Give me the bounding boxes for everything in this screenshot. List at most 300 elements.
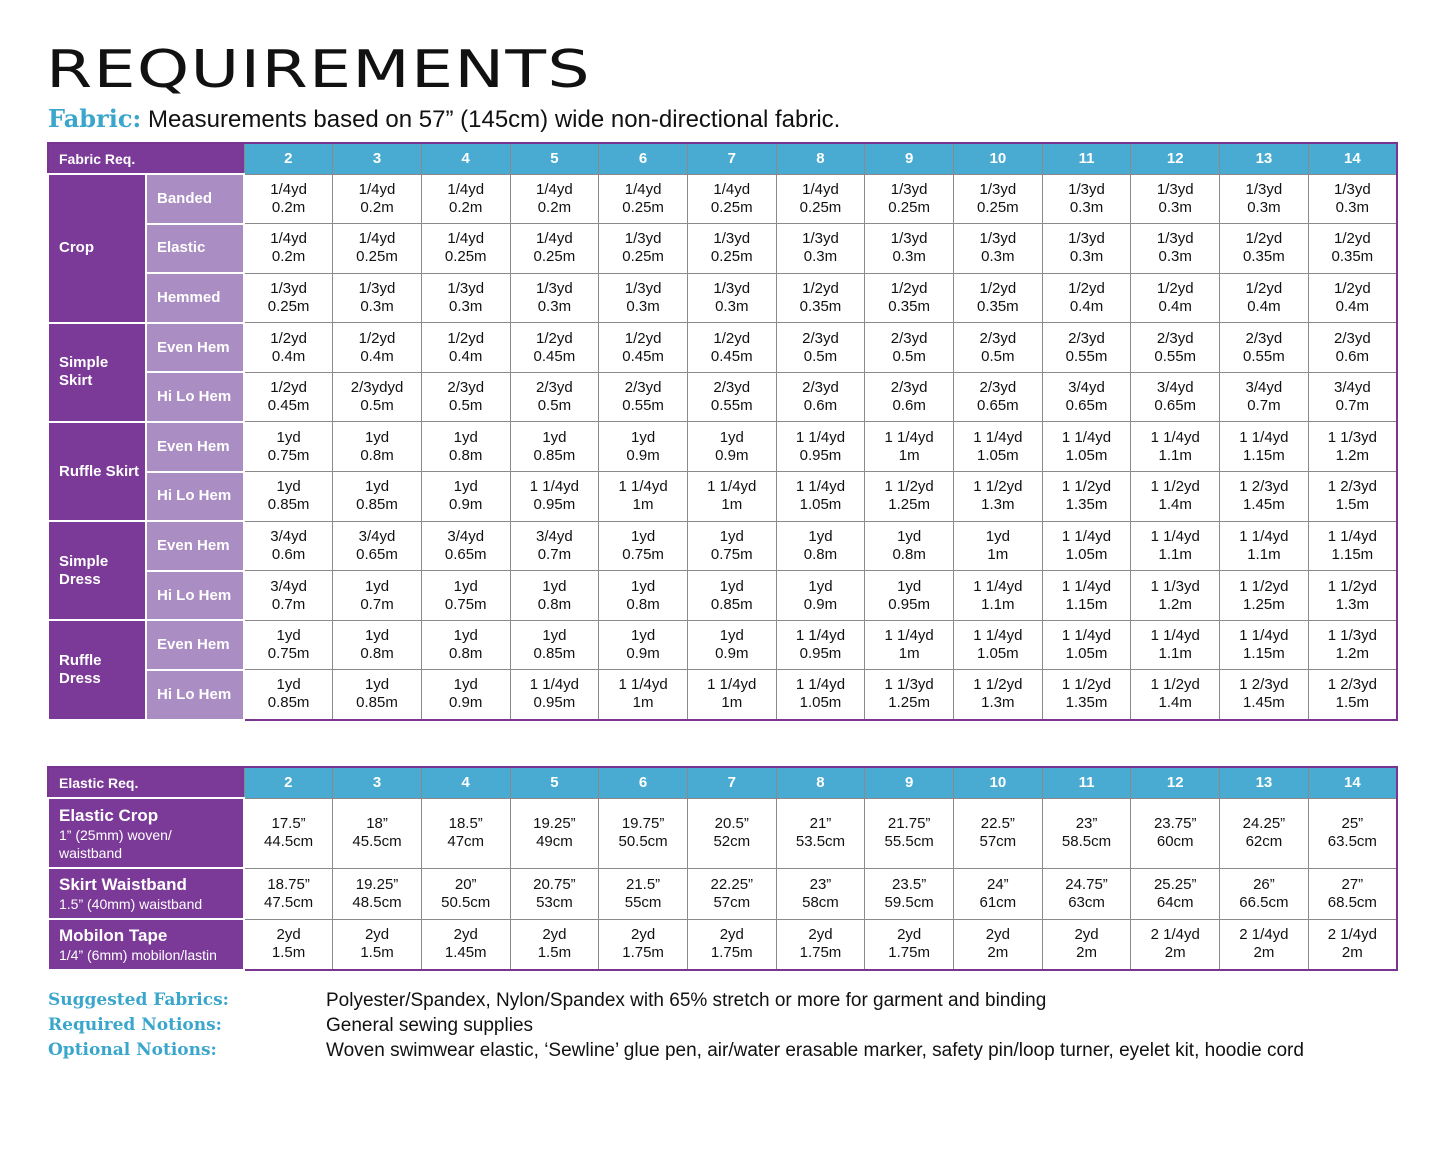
value-cell (776, 372, 865, 422)
value-imperial: 3/4yd (1333, 379, 1371, 397)
table-row (48, 868, 1397, 919)
value-metric: 0.85m (710, 595, 753, 613)
value-cell (599, 372, 688, 422)
value-cell (1308, 798, 1397, 868)
value-metric: 0.3m (715, 297, 749, 315)
value-imperial: 1/4yd (713, 180, 751, 198)
value-metric: 44.5cm (263, 833, 314, 850)
value-metric: 0.75m (622, 545, 664, 563)
elastic-description: 1.5” (40mm) waistband (59, 896, 203, 912)
value-imperial: 1 2/3yd (1327, 676, 1377, 694)
value-metric: 1m (632, 496, 654, 514)
value-cell (1042, 372, 1131, 422)
value-cell (865, 670, 954, 720)
value-imperial: 24.25” (1242, 815, 1286, 832)
value-imperial: 1/2yd (1333, 279, 1371, 297)
value-cell (1220, 521, 1309, 571)
size-header: 12 (1131, 767, 1220, 798)
value-metric: 0.65m (1065, 397, 1108, 415)
value-imperial: 2yd (808, 926, 833, 944)
value-imperial: 1 1/4yd (1061, 577, 1112, 595)
note-row (48, 1013, 1304, 1038)
value-cell (954, 174, 1043, 224)
value-cell (687, 372, 776, 422)
value-cell (1308, 174, 1397, 224)
value-imperial: 2/3yd (624, 379, 662, 397)
value-imperial: 1yd (453, 676, 478, 694)
value-cell (954, 372, 1043, 422)
value-metric: 0.55m (1154, 347, 1197, 365)
value-cell (687, 273, 776, 323)
value-metric: 0.5m (892, 347, 926, 365)
value-imperial: 1 1/4yd (1239, 428, 1289, 446)
value-metric: 0.25m (976, 198, 1019, 216)
value-cell (687, 620, 776, 670)
size-header: 9 (865, 143, 954, 174)
value-cell (1042, 670, 1131, 720)
value-cell (333, 472, 422, 522)
value-imperial: 1 1/4yd (1239, 627, 1289, 645)
value-metric: 1.75m (622, 944, 664, 962)
value-imperial: 1 1/4yd (795, 428, 846, 446)
value-metric: 1.05m (1065, 645, 1108, 663)
value-metric: 0.95m (533, 496, 576, 514)
size-header: 13 (1220, 767, 1309, 798)
value-imperial: 22.25” (710, 875, 754, 893)
value-metric: 1.2m (1335, 645, 1370, 663)
note-label: Required Notions: (48, 1015, 222, 1035)
value-cell (1042, 224, 1131, 274)
value-metric: 1m (632, 694, 654, 712)
value-imperial: 1 1/3yd (1327, 627, 1377, 645)
value-cell (1308, 472, 1397, 522)
value-metric: 1.1m (981, 595, 1015, 613)
value-cell (599, 224, 688, 274)
value-imperial: 1/3yd (447, 279, 485, 297)
value-cell (954, 521, 1043, 571)
value-metric: 0.55m (1065, 347, 1108, 365)
value-imperial: 1yd (364, 577, 390, 595)
value-imperial: 1yd (364, 478, 390, 496)
value-cell (1308, 670, 1397, 720)
value-imperial: 1yd (808, 577, 833, 595)
value-imperial: 1/2yd (270, 329, 307, 347)
value-imperial: 2/3yd (447, 379, 485, 397)
value-cell (244, 521, 333, 571)
value-metric: 1.5m (537, 944, 572, 962)
value-metric: 0.35m (1243, 248, 1285, 266)
value-cell (954, 323, 1043, 373)
value-metric: 0.65m (444, 545, 487, 563)
value-cell (865, 472, 954, 522)
value-cell (333, 422, 422, 472)
value-metric: 0.4m (360, 347, 394, 365)
value-metric: 1.05m (799, 496, 842, 514)
value-metric: 1.25m (888, 496, 930, 514)
value-cell (865, 422, 954, 472)
value-cell (1131, 919, 1220, 970)
value-imperial: 1/3yd (270, 279, 307, 297)
value-metric: 0.65m (1154, 397, 1197, 415)
value-cell (776, 571, 865, 621)
value-metric: 1.15m (1243, 645, 1285, 663)
value-metric: 1.75m (710, 944, 753, 962)
value-cell (599, 798, 688, 868)
value-metric: 0.45m (267, 397, 310, 415)
value-imperial: 1 1/2yd (1061, 478, 1112, 496)
size-header: 8 (776, 767, 865, 798)
value-imperial: 2yd (1074, 926, 1099, 944)
value-metric: 1.45m (1243, 496, 1285, 514)
size-header: 9 (865, 767, 954, 798)
value-imperial: 1 1/4yd (1150, 627, 1200, 645)
value-metric: 0.25m (799, 198, 842, 216)
value-metric: 0.25m (444, 248, 487, 266)
value-cell (1220, 670, 1309, 720)
value-metric: 0.6m (1335, 347, 1370, 365)
value-cell (599, 323, 688, 373)
value-cell (599, 571, 688, 621)
value-cell (954, 571, 1043, 621)
value-metric: 0.8m (449, 446, 483, 464)
value-metric: 0.9m (803, 595, 838, 613)
value-imperial: 1 1/4yd (884, 627, 934, 645)
value-imperial: 1yd (453, 627, 478, 645)
value-imperial: 23” (809, 875, 832, 893)
value-imperial: 3/4yd (536, 527, 573, 545)
value-imperial: 1 2/3yd (1239, 478, 1289, 496)
value-cell (865, 868, 954, 919)
value-metric: 0.75m (267, 645, 310, 663)
value-metric: 2m (987, 944, 1009, 962)
value-cell (776, 472, 865, 522)
value-imperial: 1/2yd (1156, 279, 1194, 297)
value-imperial: 1/2yd (1333, 230, 1371, 248)
value-metric: 0.95m (799, 645, 842, 663)
value-cell (1042, 174, 1131, 224)
value-cell (865, 372, 954, 422)
table-row (48, 620, 1397, 670)
value-metric: 68.5cm (1327, 893, 1377, 911)
value-imperial: 1/3yd (979, 230, 1017, 248)
value-imperial: 1 1/4yd (1061, 428, 1112, 446)
value-metric: 0.8m (537, 595, 572, 613)
value-cell (954, 273, 1043, 323)
variant-label: Even Hem (146, 521, 244, 571)
value-metric: 1.25m (1243, 595, 1285, 613)
value-metric: 50.5cm (441, 893, 491, 911)
value-metric: 0.2m (537, 198, 572, 216)
value-metric: 0.7m (271, 595, 306, 613)
value-imperial: 1/3yd (1068, 180, 1105, 198)
value-cell (599, 174, 688, 224)
value-imperial: 3/4yd (1245, 379, 1283, 397)
value-metric: 0.5m (537, 397, 572, 415)
value-cell (421, 472, 510, 522)
page-title: REQUIREMENTS (46, 40, 591, 100)
value-cell (421, 521, 510, 571)
fabric-subtitle (48, 104, 840, 135)
value-cell (776, 422, 865, 472)
value-metric: 0.6m (892, 397, 926, 415)
value-metric: 0.35m (888, 297, 930, 315)
value-metric: 0.4m (1335, 297, 1370, 315)
value-metric: 66.5cm (1239, 893, 1289, 911)
value-metric: 62cm (1245, 833, 1283, 850)
table-row (48, 919, 1397, 970)
size-header: 2 (244, 767, 333, 798)
value-metric: 1.3m (1335, 595, 1370, 613)
value-cell (687, 174, 776, 224)
value-metric: 0.35m (1331, 248, 1374, 266)
elastic-label (48, 868, 244, 919)
value-imperial: 1/4yd (536, 230, 573, 248)
value-metric: 52cm (713, 833, 751, 850)
value-imperial: 1yd (276, 627, 301, 645)
value-metric: 0.3m (449, 297, 483, 315)
value-metric: 0.8m (626, 595, 660, 613)
value-cell (510, 472, 599, 522)
value-cell (1220, 174, 1309, 224)
value-metric: 1.15m (1065, 595, 1108, 613)
value-cell (776, 620, 865, 670)
value-cell (333, 521, 422, 571)
value-imperial: 1yd (631, 577, 656, 595)
value-metric: 0.4m (449, 347, 483, 365)
value-cell (510, 919, 599, 970)
value-cell (1131, 372, 1220, 422)
value-metric: 0.85m (533, 446, 576, 464)
value-cell (954, 868, 1043, 919)
value-metric: 1.45m (1243, 694, 1285, 712)
value-imperial: 18.75” (267, 875, 310, 893)
value-imperial: 1yd (897, 577, 922, 595)
value-cell (1042, 620, 1131, 670)
value-cell (1131, 670, 1220, 720)
size-header: 14 (1308, 143, 1397, 174)
value-imperial: 1 1/4yd (1327, 527, 1377, 545)
value-imperial: 2/3yd (1333, 329, 1371, 347)
value-imperial: 1/3yd (624, 279, 662, 297)
value-metric: 0.3m (1069, 248, 1104, 266)
value-metric: 0.8m (803, 545, 838, 563)
value-metric: 0.4m (1158, 297, 1192, 315)
value-imperial: 1 1/4yd (707, 676, 757, 694)
value-cell (244, 919, 333, 970)
value-imperial: 21” (809, 815, 832, 832)
value-metric: 1.5m (271, 944, 306, 962)
value-cell (333, 670, 422, 720)
value-metric: 0.3m (360, 297, 394, 315)
table-row (48, 798, 1397, 868)
value-cell (776, 323, 865, 373)
value-imperial: 2/3ydyd (350, 379, 404, 397)
size-header: 13 (1220, 143, 1309, 174)
value-cell (1220, 422, 1309, 472)
value-cell (244, 472, 333, 522)
value-cell (954, 798, 1043, 868)
value-metric: 0.3m (1158, 248, 1192, 266)
value-metric: 47.5cm (263, 893, 314, 911)
value-metric: 1m (898, 645, 920, 663)
note-label: Suggested Fabrics: (48, 990, 229, 1010)
value-imperial: 24” (987, 875, 1009, 893)
value-cell (687, 798, 776, 868)
value-imperial: 2/3yd (1068, 329, 1105, 347)
value-metric: 60cm (1156, 833, 1194, 850)
value-imperial: 1 1/4yd (1150, 527, 1200, 545)
value-imperial: 1 1/4yd (529, 478, 580, 496)
value-imperial: 1yd (631, 627, 656, 645)
value-imperial: 1/4yd (358, 180, 396, 198)
value-metric: 0.25m (622, 248, 664, 266)
variant-label: Hi Lo Hem (146, 372, 244, 422)
value-metric: 0.3m (892, 248, 926, 266)
value-metric: 1.3m (981, 496, 1015, 514)
value-metric: 0.55m (710, 397, 753, 415)
value-imperial: 2 1/4yd (1150, 926, 1200, 944)
elastic-label (48, 798, 244, 868)
value-metric: 0.9m (449, 694, 483, 712)
garment-group-label: Ruffle Dress (48, 620, 146, 719)
value-cell (1042, 323, 1131, 373)
table-row (48, 273, 1397, 323)
value-metric: 0.9m (715, 446, 749, 464)
value-imperial: 22.5” (980, 815, 1015, 832)
value-cell (1220, 798, 1309, 868)
value-cell (244, 422, 333, 472)
value-metric: 0.3m (1247, 198, 1281, 216)
value-metric: 0.3m (626, 297, 660, 315)
value-metric: 0.3m (981, 248, 1015, 266)
value-cell (510, 323, 599, 373)
value-cell (333, 273, 422, 323)
value-cell (333, 571, 422, 621)
value-cell (865, 620, 954, 670)
value-cell (954, 224, 1043, 274)
value-cell (421, 174, 510, 224)
value-cell (1131, 521, 1220, 571)
note-row (48, 1038, 1304, 1063)
value-metric: 0.7m (360, 595, 394, 613)
value-cell (421, 273, 510, 323)
value-imperial: 1/4yd (802, 180, 839, 198)
value-cell (865, 174, 954, 224)
value-imperial: 1 1/2yd (973, 478, 1023, 496)
value-cell (599, 422, 688, 472)
variant-label: Even Hem (146, 323, 244, 373)
value-imperial: 1yd (542, 577, 567, 595)
value-cell (865, 323, 954, 373)
value-cell (244, 224, 333, 274)
value-cell (687, 868, 776, 919)
value-imperial: 1/4yd (536, 180, 573, 198)
elastic-description: 1/4” (6mm) mobilon/lastin (59, 947, 217, 963)
variant-label: Even Hem (146, 422, 244, 472)
elastic-description: 1” (25mm) woven/ (59, 826, 172, 843)
value-imperial: 1/3yd (624, 230, 662, 248)
value-imperial: 26” (1253, 875, 1275, 893)
size-header: 7 (687, 143, 776, 174)
value-metric: 0.45m (622, 347, 664, 365)
value-imperial: 2/3yd (713, 379, 751, 397)
value-cell (421, 372, 510, 422)
value-imperial: 1yd (453, 577, 478, 595)
value-cell (510, 868, 599, 919)
value-imperial: 1 1/4yd (884, 428, 934, 446)
value-metric: 1m (898, 446, 920, 464)
value-imperial: 19.25” (533, 815, 576, 832)
value-cell (1131, 571, 1220, 621)
value-imperial: 21.75” (887, 815, 931, 832)
value-metric: 0.2m (271, 248, 306, 266)
value-metric: 1.45m (444, 944, 487, 962)
value-metric: 0.2m (360, 198, 394, 216)
value-cell (954, 422, 1043, 472)
table-row (48, 472, 1397, 522)
size-header: 2 (244, 143, 333, 174)
value-metric: 0.55m (1243, 347, 1285, 365)
value-metric: 0.4m (1247, 297, 1281, 315)
value-cell (244, 620, 333, 670)
value-imperial: 1/3yd (1245, 180, 1283, 198)
value-metric: 1.4m (1158, 496, 1192, 514)
size-header: 12 (1131, 143, 1220, 174)
value-metric: 63cm (1068, 893, 1105, 911)
value-metric: 0.5m (981, 347, 1015, 365)
value-cell (510, 174, 599, 224)
value-metric: 2m (1076, 944, 1097, 962)
value-metric: 57cm (713, 893, 751, 911)
value-cell (1131, 323, 1220, 373)
value-imperial: 20” (454, 875, 477, 893)
value-metric: 0.65m (976, 397, 1019, 415)
value-imperial: 2/3yd (890, 379, 928, 397)
table-row (48, 372, 1397, 422)
value-imperial: 1 1/4yd (618, 676, 668, 694)
value-imperial: 1 1/2yd (1327, 577, 1377, 595)
value-metric: 0.75m (444, 595, 487, 613)
value-metric: 0.8m (892, 545, 926, 563)
value-imperial: 1/4yd (447, 230, 485, 248)
value-cell (1308, 919, 1397, 970)
value-metric: 2m (1341, 944, 1363, 962)
value-metric: 0.35m (799, 297, 842, 315)
value-cell (599, 620, 688, 670)
variant-label: Even Hem (146, 620, 244, 670)
value-cell (599, 521, 688, 571)
value-cell (865, 273, 954, 323)
value-imperial: 25” (1341, 815, 1364, 832)
value-cell (244, 868, 333, 919)
value-cell (599, 919, 688, 970)
value-imperial: 1 1/2yd (1150, 478, 1200, 496)
value-cell (421, 670, 510, 720)
value-cell (1042, 919, 1131, 970)
value-cell (599, 670, 688, 720)
value-cell (244, 174, 333, 224)
table-row (48, 224, 1397, 274)
variant-label: Hi Lo Hem (146, 472, 244, 522)
value-cell (776, 224, 865, 274)
elastic-table-header: Elastic Req. (48, 767, 244, 798)
value-imperial: 1/2yd (1245, 230, 1283, 248)
value-metric: 0.55m (622, 397, 664, 415)
value-imperial: 19.25” (355, 875, 399, 893)
value-cell (1131, 798, 1220, 868)
value-cell (244, 670, 333, 720)
value-imperial: 1 1/4yd (618, 478, 668, 496)
